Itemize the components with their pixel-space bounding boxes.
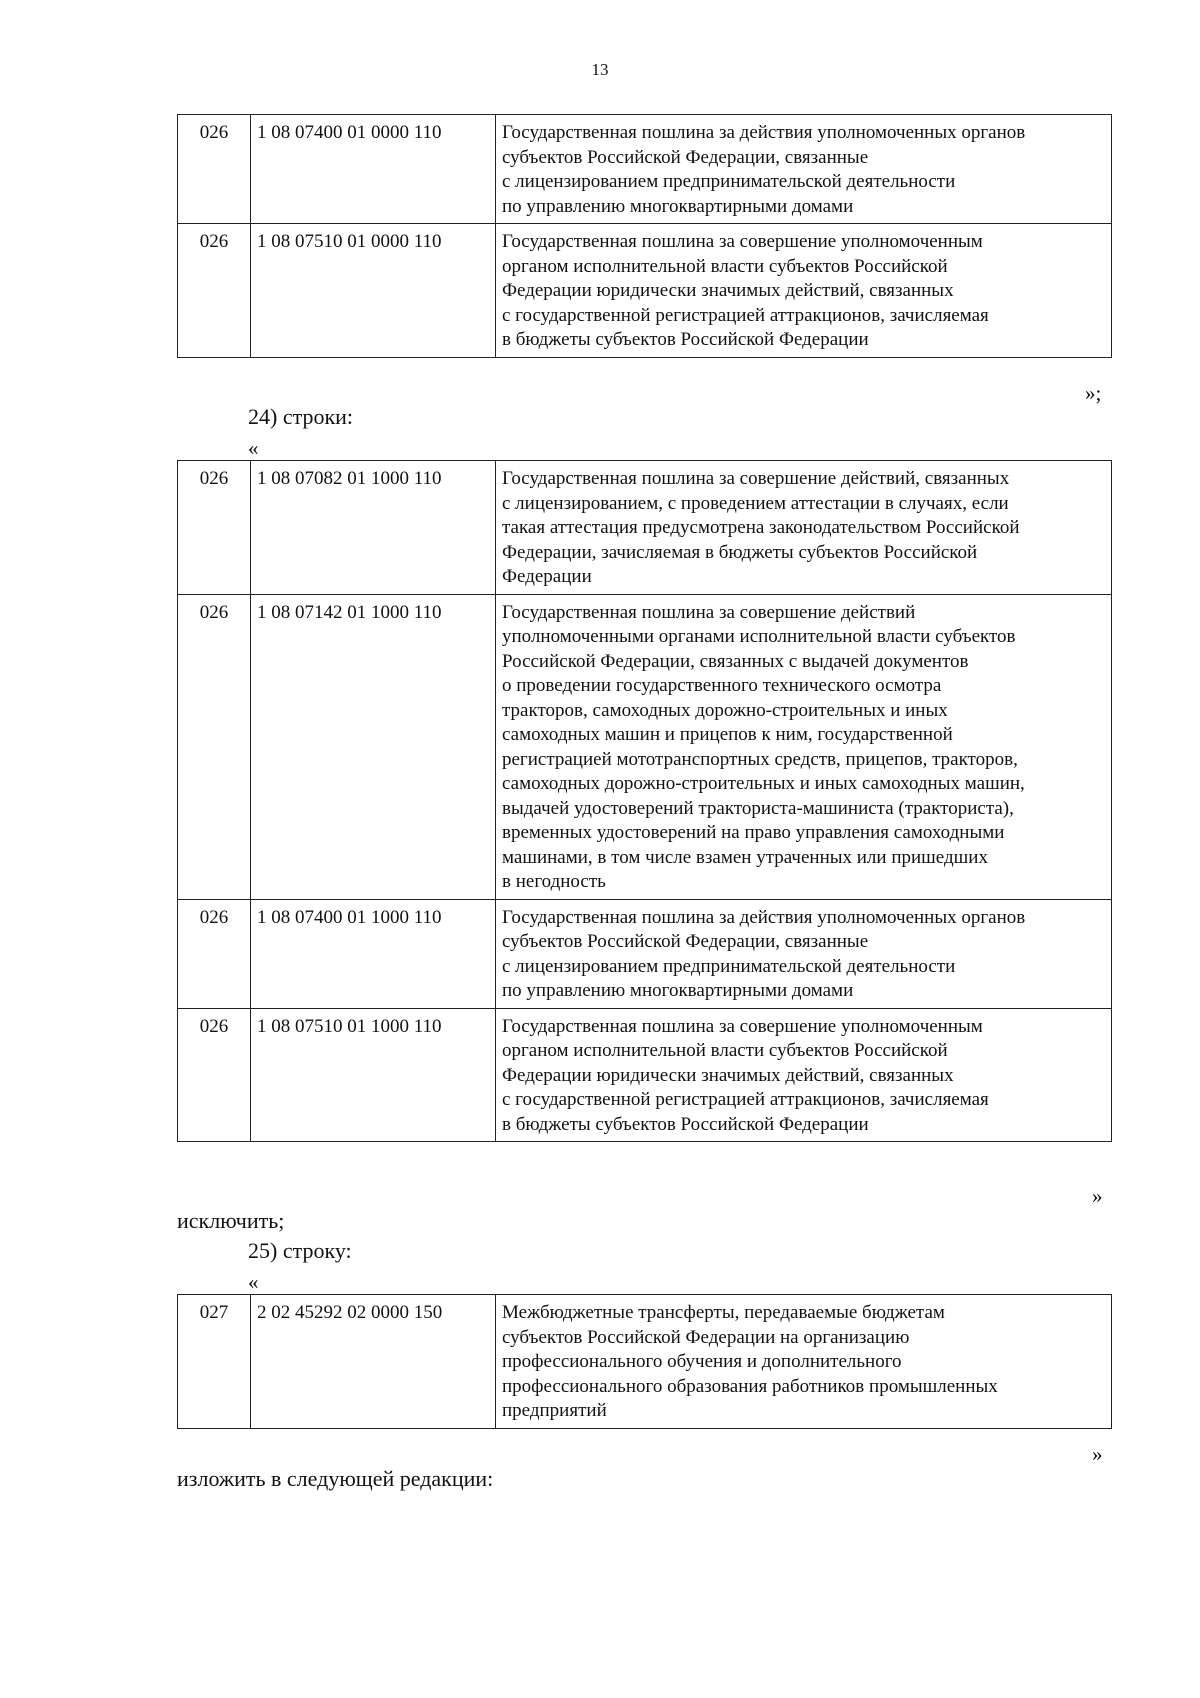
admin-code-cell: 026: [178, 115, 251, 224]
admin-code-cell: 026: [178, 1008, 251, 1142]
income-name-line: уполномоченными органами исполнительной власти субъектов: [502, 626, 1016, 647]
income-name-line: с государственной регистрацией аттракционов, зачисляемая: [502, 1089, 989, 1110]
table-row: [178, 461, 1112, 595]
income-name-line: с лицензированием предпринимательской деятельности: [502, 171, 956, 192]
income-name-line: о проведении государственного технического осмотра: [502, 675, 942, 696]
income-name-line: Государственная пошлина за действия уполномоченных органов: [502, 906, 1026, 928]
income-name-line: самоходных машин и прицепов к ним, государственной: [502, 724, 953, 745]
income-name-line: предприятий: [502, 1400, 607, 1421]
table-row: [178, 115, 1112, 224]
opening-quote: «: [248, 1270, 259, 1294]
item-24-label: 24) строки:: [248, 404, 354, 429]
income-name-line: субъектов Российской Федерации на организацию: [502, 1326, 910, 1348]
income-name-line: Федерации, зачисляемая в бюджеты субъектов Российской: [502, 541, 978, 563]
admin-code-cell: 027: [178, 1295, 251, 1429]
table-row: [178, 1008, 1112, 1142]
income-name-cell: [496, 461, 1112, 595]
kbk-code-cell: 1 08 07142 01 1000 110: [251, 594, 496, 899]
page-number: 13: [591, 60, 609, 79]
income-name-line: Федерации юридически значимых действий, связанных: [502, 280, 954, 301]
income-name-line: по управлению многоквартирными домами: [502, 980, 854, 1001]
income-name-line: профессионального образования работников промышленных: [502, 1375, 998, 1397]
income-name-cell: [496, 115, 1112, 224]
income-name-line: с лицензированием, с проведением аттестации в случаях, если: [502, 492, 1009, 514]
income-name-line: профессионального обучения и дополнительного: [502, 1351, 902, 1372]
budget-codes-table-3: [177, 1294, 1112, 1429]
admin-code-cell: 026: [178, 224, 251, 358]
income-name-cell: [496, 594, 1112, 899]
income-name-cell: [496, 899, 1112, 1008]
income-name-line: Федерации юридически значимых действий, связанных: [502, 1064, 954, 1086]
income-name-line: временных удостоверений на право управления самоходными: [502, 822, 1005, 843]
income-name-line: Государственная пошлина за действия уполномоченных органов: [502, 122, 1026, 143]
final-text: изложить в следующей редакции:: [177, 1466, 494, 1491]
income-name-line: Государственная пошлина за совершение действий: [502, 601, 916, 623]
income-name-line: такая аттестация предусмотрена законодательством Российской: [502, 517, 1020, 538]
budget-codes-table-1: [177, 114, 1112, 358]
income-name-line: Федерации: [502, 566, 592, 587]
income-name-line: Государственная пошлина за совершение действий, связанных: [502, 468, 1010, 489]
income-name-line: субъектов Российской Федерации, связанные: [502, 931, 869, 952]
item-25-label: 25) строку:: [248, 1238, 352, 1263]
opening-quote: «: [248, 436, 259, 460]
income-name-line: в негодность: [502, 871, 606, 892]
income-name-line: тракторов, самоходных дорожно-строительных и иных: [502, 699, 948, 721]
income-name-line: машинами, в том числе взамен утраченных или пришедших: [502, 846, 988, 868]
income-name-line: с лицензированием предпринимательской деятельности: [502, 955, 956, 977]
income-name-line: Государственная пошлина за совершение уполномоченным: [502, 1015, 983, 1037]
admin-code-cell: 026: [178, 594, 251, 899]
income-name-cell: [496, 224, 1112, 358]
budget-codes-table-2: [177, 460, 1112, 1142]
kbk-code-cell: 1 08 07400 01 1000 110: [251, 899, 496, 1008]
income-name-line: в бюджеты субъектов Российской Федерации: [502, 1113, 869, 1135]
closing-quote: »;: [1085, 381, 1102, 405]
income-name-line: регистрацией мототранспортных средств, прицепов, тракторов,: [502, 748, 1018, 770]
income-name-line: с государственной регистрацией аттракционов, зачисляемая: [502, 304, 989, 326]
income-name-cell: [496, 1295, 1112, 1429]
income-name-line: органом исполнительной власти субъектов Российской: [502, 1040, 948, 1061]
closing-quote: »: [1092, 1442, 1103, 1466]
income-name-line: самоходных дорожно-строительных и иных самоходных машин,: [502, 773, 1025, 794]
closing-quote: »: [1092, 1184, 1103, 1208]
income-name-line: Российской Федерации, связанных с выдачей документов: [502, 650, 969, 672]
table-row: [178, 899, 1112, 1008]
income-name-line: в бюджеты субъектов Российской Федерации: [502, 329, 869, 350]
kbk-code-cell: 1 08 07082 01 1000 110: [251, 461, 496, 595]
kbk-code-cell: 1 08 07400 01 0000 110: [251, 115, 496, 224]
income-name-line: Межбюджетные трансферты, передаваемые бюджетам: [502, 1302, 945, 1323]
admin-code-cell: 026: [178, 899, 251, 1008]
income-name-line: по управлению многоквартирными домами: [502, 195, 854, 217]
income-name-line: выдачей удостоверений тракториста-машиниста (тракториста),: [502, 797, 1014, 819]
admin-code-cell: 026: [178, 461, 251, 595]
kbk-code-cell: 2 02 45292 02 0000 150: [251, 1295, 496, 1429]
kbk-code-cell: 1 08 07510 01 1000 110: [251, 1008, 496, 1142]
exclude-text: исключить;: [177, 1208, 285, 1233]
table-row: [178, 1295, 1112, 1429]
income-name-cell: [496, 1008, 1112, 1142]
kbk-code-cell: 1 08 07510 01 0000 110: [251, 224, 496, 358]
income-name-line: субъектов Российской Федерации, связанные: [502, 146, 869, 168]
income-name-line: Государственная пошлина за совершение уполномоченным: [502, 231, 983, 252]
table-row: [178, 224, 1112, 358]
table-row: [178, 594, 1112, 899]
income-name-line: органом исполнительной власти субъектов Российской: [502, 255, 948, 277]
